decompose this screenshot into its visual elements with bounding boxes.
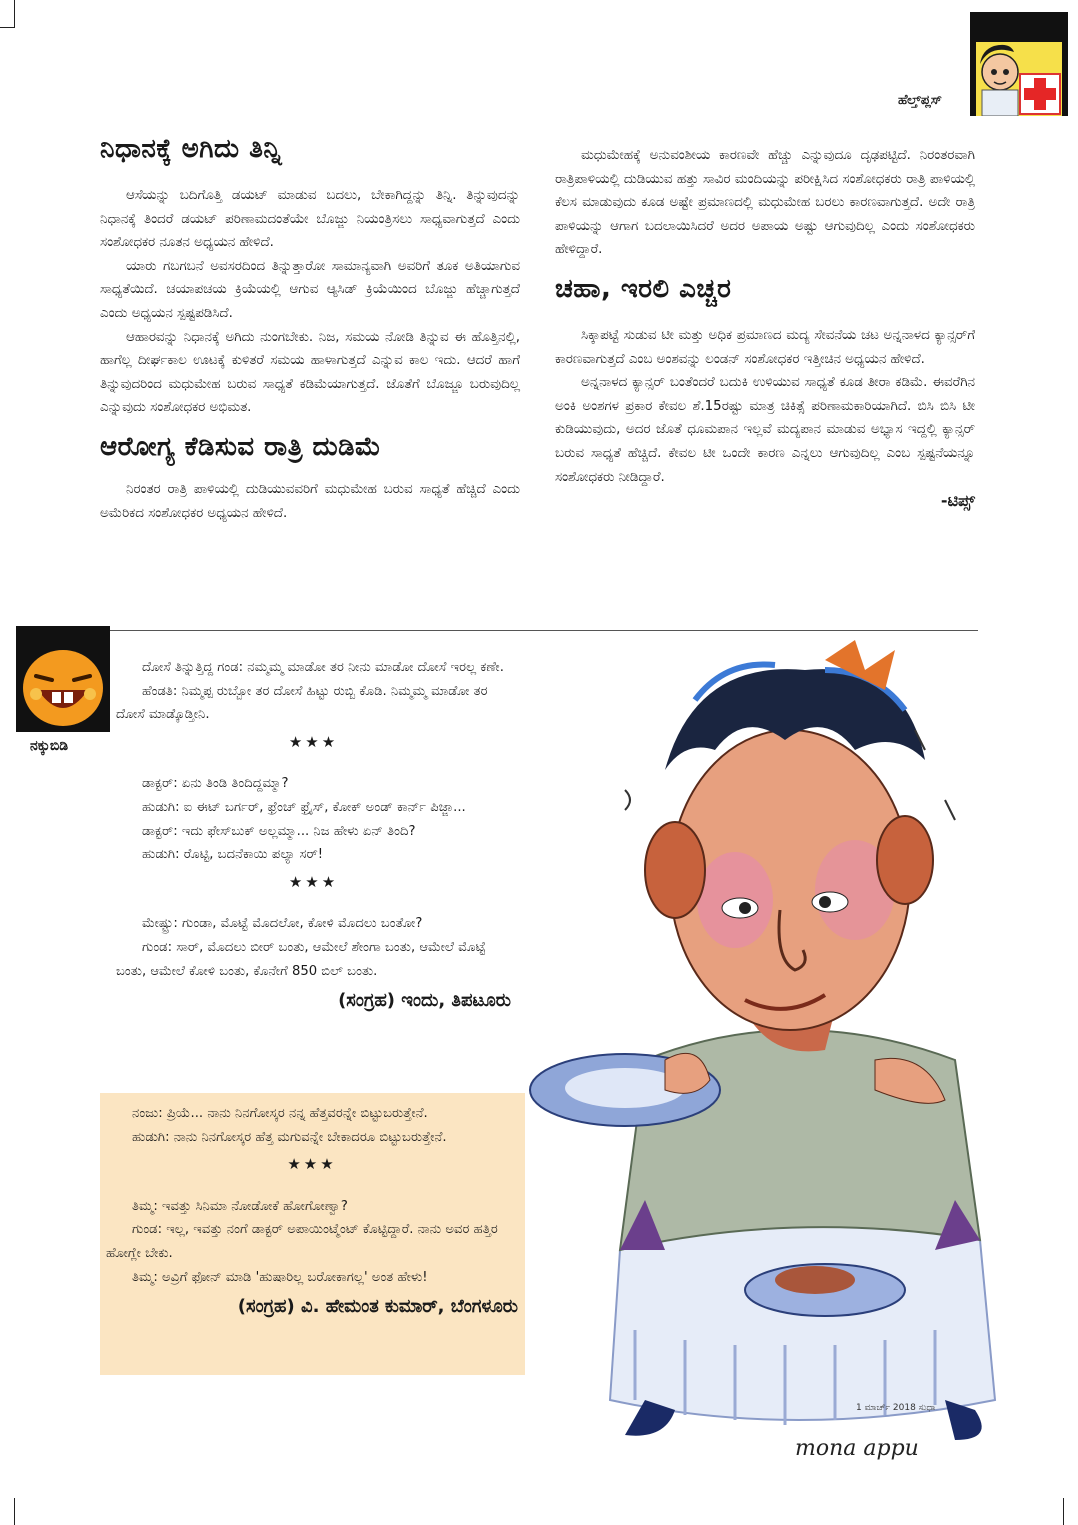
joke-line: ಗುಂಡ: ಸಾರ್, ಮೊದಲು ಬೀರ್ ಬಂತು, ಆಮೇಲೆ ಶೇಂಗಾ ಬಂತು, ಆಮೇಲೆ ಮೊಟ್ಟೆ ಬಂತು, ಆಮೇಲೆ ಕೋಳಿ ಬಂತು, ಕೊನೇಗೆ 850 ಬಿಲ್ ಬಂತು. xyxy=(116,939,486,979)
article-paragraph: ಅನ್ನನಾಳದ ಕ್ಯಾನ್ಸರ್ ಬಂತೆಂದರೆ ಬದುಕಿ ಉಳಿಯುವ ಸಾಧ್ಯತೆ ಕೂಡ ತೀರಾ ಕಡಿಮೆ. ಈವರೆಗಿನ ಅಂಕಿ ಅಂಶಗಳ ಪ್ರಕಾರ ಕೇವಲ ಶೆ.15ರಷ್ಟು ಮಾತ್ರ ಚಿಕಿತ್ಸೆ ಪರಿಣಾಮಕಾರಿಯಾಗಿದೆ. ಬಿಸಿ ಬಿಸಿ ಟೀ ಕುಡಿಯುವುದು, ಅದರ ಜೊತೆ ಧೂಮಪಾನ ಇಲ್ಲವೆ ಮದ್ಯಪಾನ ಮಾಡುವ ಅಭ್ಯಾಸ ಇದ್ದಲ್ಲಿ ಕ್ಯಾನ್ಸರ್ ಬರುವ ಸಾಧ್ಯತೆ ಹೆಚ್ಚಿದೆ. ಕೇವಲ ಟೀ ಒಂದೇ ಕಾರಣ ಎನ್ನಲು ಆಗುವುದಿಲ್ಲ ಎಂಬ ಸ್ಪಷ್ಟನೆಯನ್ನೂ ಸಂಶೋಧಕರು ನೀಡಿದ್ದಾರೆ. xyxy=(555,375,975,485)
article-heading-tea-caution: ಚಹಾ, ಇರಲಿ ಎಚ್ಚರ xyxy=(555,273,732,304)
joke-line: ಡಾಕ್ಟರ್: ಏನು ತಿಂಡಿ ತಿಂದಿದ್ದಮ್ಮಾ? xyxy=(142,776,289,792)
joke-line: ಹೆಂಡತಿ: ನಿಮ್ಮಪ್ಪ ರುಬ್ಬೋ ತರ ದೋಸೆ ಹಿಟ್ಟು ರುಬ್ಬಿ ಕೊಡಿ. ನಿಮ್ಮಮ್ಮ ಮಾಡೋ ತರ ದೋಸೆ ಮಾಡ್ಕೊಡ್ತೀನಿ. xyxy=(116,683,488,723)
crop-mark-tl-h xyxy=(0,27,14,28)
joke-line: ಹುಡುಗಿ: ನಾನು ನಿನಗೋಸ್ಕರ ಹೆತ್ತ ಮಗುವನ್ನೇ ಬೇಕಾದರೂ ಬಿಟ್ಟುಬರುತ್ತೇನೆ. xyxy=(132,1129,447,1145)
cartoon-signature: mona appu xyxy=(795,1436,919,1461)
joke-line: ಮೇಷ್ಟ್ರು: ಗುಂಡಾ, ಮೊಟ್ಟೆ ಮೊದಲೋ, ಕೋಳಿ ಮೊದಲು ಬಂತೋ? xyxy=(142,916,423,932)
star-separator: ★★★ xyxy=(287,1155,337,1174)
article-heading-night-shift: ಆರೋಗ್ಯ ಕೆಡಿಸುವ ರಾತ್ರಿ ದುಡಿಮೆ xyxy=(100,431,382,462)
article-paragraph: ನಿರಂತರ ರಾತ್ರಿ ಪಾಳಿಯಲ್ಲಿ ದುಡಿಯುವವರಿಗೆ ಮಧುಮೇಹ ಬರುವ ಸಾಧ್ಯತೆ ಹೆಚ್ಚಿದೆ ಎಂದು ಅಮೆರಿಕದ ಸಂಶೋಧಕರ ಅಧ್ಯಯನ ಹೇಳಿದೆ. xyxy=(100,481,520,521)
joke-line: ಹುಡುಗಿ: ಐ ಈಟ್ ಬರ್ಗರ್, ಫ್ರೆಂಚ್ ಫ್ರೈಸ್, ಕೋಕ್ ಅಂಡ್ ಕಾರ್ನ್ ಪಿಜ್ಜಾ... xyxy=(142,799,466,815)
humor-section-label: ನಕ್ಕುಬಿಡಿ xyxy=(30,738,69,754)
article-paragraph: ಯಾರು ಗಬಗಬನೆ ಅವಸರದಿಂದ ತಿನ್ನುತ್ತಾರೋ ಸಾಮಾನ್ಯವಾಗಿ ಅವರಿಗೆ ತೂಕ ಅತಿಯಾಗುವ ಸಾಧ್ಯತೆಯಿದೆ. ಚಯಾಪಚಯ ಕ್ರಿಯೆಯಲ್ಲಿ ಆಗುವ ಆ್ಯಸಿಡ್ ಕ್ರಿಯೆಯಿಂದ ಬೊಜ್ಜು ಹೆಚ್ಚಾಗುತ್ತದೆ ಎಂದು ಅಧ್ಯಯನ ಸ್ಪಷ್ಟಪಡಿಸಿದೆ. xyxy=(100,258,520,321)
article-heading-chew-slowly: ನಿಧಾನಕ್ಕೆ ಅಗಿದು ತಿನ್ನಿ xyxy=(100,134,282,164)
crop-mark-bl-v xyxy=(14,1498,15,1525)
page-footer: 1 ಮಾರ್ಚ್ 2018 ಸುಧಾ xyxy=(856,1403,936,1413)
joke-line: ತಿಮ್ಮ: ಇವತ್ತು ಸಿನಿಮಾ ನೋಡೋಕೆ ಹೋಗೋಣ್ವಾ? xyxy=(132,1198,348,1214)
joke-line: ಗುಂಡ: ಇಲ್ಲ, ಇವತ್ತು ನಂಗೆ ಡಾಕ್ಟರ್ ಅಪಾಯಿಂಟ್ಮೆಂಟ್ ಕೊಟ್ಟಿದ್ದಾರೆ. ನಾನು ಅವರ ಹತ್ತಿರ ಹೋಗ್ಲೇ ಬೇಕು. xyxy=(106,1222,498,1261)
byline-tips: -ಟಿಪ್ಸ್ xyxy=(940,491,975,511)
joke-line: ನಂಜು: ಪ್ರಿಯೆ... ನಾನು ನಿನಗೋಸ್ಕರ ನನ್ನ ಹೆತ್ತವರನ್ನೇ ಬಿಟ್ಟುಬರುತ್ತೇನೆ. xyxy=(132,1106,428,1121)
joke-credit: (ಸಂಗ್ರಹ) ವಿ. ಹೇಮಂತ ಕುಮಾರ್, ಬೆಂಗಳೂರು xyxy=(237,1296,518,1318)
joke-credit: (ಸಂಗ್ರಹ) ಇಂದು, ತಿಪಟೂರು xyxy=(338,990,511,1012)
cartoon-man-eating-illustration xyxy=(525,640,1070,1490)
section-tag: ಹೆಲ್ತ್‌ಪ್ಲಸ್ xyxy=(898,93,942,108)
section-divider xyxy=(100,630,978,631)
article-paragraph: ಆಹಾರವನ್ನು ನಿಧಾನಕ್ಕೆ ಅಗಿದು ನುಂಗಬೇಕು. ನಿಜ, ಸಮಯ ನೋಡಿ ತಿನ್ನುವ ಈ ಹೊತ್ತಿನಲ್ಲಿ, ಹಾಗೆಲ್ಲ ದೀರ್ಘಕಾಲ ಊಟಕ್ಕೆ ಕುಳಿತರೆ ಸಮಯ ಹಾಳಾಗುತ್ತದೆ ಎನ್ನುವ ಕಾಲ ಇದು. ಆದರೆ ಹಾಗೆ ತಿನ್ನುವುದರಿಂದ ಮಧುಮೇಹ ಬರುವ ಸಾಧ್ಯತೆ ಕಡಿಮೆಯಾಗುತ್ತದೆ. ಜೊತೆಗೆ ಬೊಜ್ಜೂ ಬರುವುದಿಲ್ಲ ಎನ್ನುವುದು ಸಂಶೋಧಕರ ಅಭಿಮತ. xyxy=(100,329,520,416)
joke-line: ತಿಮ್ಮ: ಅವ್ರಿಗೆ ಫೋನ್ ಮಾಡಿ 'ಹುಷಾರಿಲ್ಲ ಬರೋಕಾಗಲ್ಲ' ಅಂತ ಹೇಳು! xyxy=(132,1269,428,1285)
right-column xyxy=(555,144,975,513)
doctor-cross-icon xyxy=(970,12,1068,116)
article-paragraph: ಆಸೆಯನ್ನು ಬದಿಗೊತ್ತಿ ಡಯಟ್ ಮಾಡುವ ಬದಲು, ಬೇಕಾಗಿದ್ದನ್ನು ತಿನ್ನಿ. ತಿನ್ನುವುದನ್ನು ನಿಧಾನಕ್ಕೆ ತಿಂದರೆ ಡಯಟ್ ಪರಿಣಾಮದಂತೆಯೇ ಬೊಜ್ಜು ನಿಯಂತ್ರಿಸಲು ಸಾಧ್ಯವಾಗುತ್ತದೆ ಎಂದು ಸಂಶೋಧಕರ ನೂತನ ಅಧ್ಯಯನ ಹೇಳಿದೆ. xyxy=(100,188,520,251)
crop-mark-br-v xyxy=(1063,1498,1064,1525)
jokes-block-2 xyxy=(106,1102,518,1319)
article-paragraph: ಸಿಕ್ಕಾಪಟ್ಟೆ ಸುಡುವ ಟೀ ಮತ್ತು ಅಧಿಕ ಪ್ರಮಾಣದ ಮದ್ಯ ಸೇವನೆಯ ಚಟ ಅನ್ನನಾಳದ ಕ್ಯಾನ್ಸರ್‌ಗೆ ಕಾರಣವಾಗುತ್ತದೆ ಎಂಬ ಅಂಶವನ್ನು ಲಂಡನ್ ಸಂಶೋಧಕರ ಇತ್ತೀಚಿನ ಅಧ್ಯಯನ ಹೇಳಿದೆ. xyxy=(555,327,975,367)
left-column xyxy=(100,132,520,525)
crop-mark-tl-v xyxy=(14,0,15,28)
star-separator: ★★★ xyxy=(288,732,339,751)
article-paragraph: ಮಧುಮೇಹಕ್ಕೆ ಅನುವಂಶೀಯ ಕಾರಣವೇ ಹೆಚ್ಚು ಎನ್ನುವುದೂ ದೃಢಪಟ್ಟಿದೆ. ನಿರಂತರವಾಗಿ ರಾತ್ರಿಪಾಳಿಯಲ್ಲಿ ದುಡಿಯುವ ಹತ್ತು ಸಾವಿರ ಮಂದಿಯನ್ನು ಪರೀಕ್ಷಿಸಿದ ಸಂಶೋಧಕರು ರಾತ್ರಿ ಪಾಳಿಯಲ್ಲಿ ಕೆಲಸ ಮಾಡುವುದು ಕೂಡ ಅಷ್ಟೇ ಪ್ರಮಾಣದಲ್ಲಿ ಮಧುಮೇಹ ಬರಲು ಕಾರಣವಾಗುತ್ತದೆ. ಅದೇ ರಾತ್ರಿ ಪಾಳಿಯನ್ನು ಆಗಾಗ ಬದಲಾಯಿಸಿದರೆ ಅದರ ಅಪಾಯ ಅಷ್ಟು ಆಗುವುದಿಲ್ಲ ಎಂದು ಸಂಶೋಧಕರು ಹೇಳಿದ್ದಾರೆ. xyxy=(555,148,975,258)
joke-line: ಡಾಕ್ಟರ್: ಇದು ಫೇಸ್‌ಬುಕ್ ಅಲ್ಲಮ್ಮಾ... ನಿಜ ಹೇಳು ಏನ್ ತಿಂದಿ? xyxy=(142,823,416,839)
joke-line: ಹುಡುಗಿ: ರೊಟ್ಟಿ, ಬದನೆಕಾಯಿ ಪಲ್ಯಾ ಸರ್! xyxy=(142,847,324,863)
jokes-block-1 xyxy=(116,656,511,1013)
star-separator: ★★★ xyxy=(288,872,339,891)
laughing-face-icon xyxy=(16,626,110,732)
joke-line: ದೋಸೆ ತಿನ್ನುತ್ತಿದ್ದ ಗಂಡ: ನಮ್ಮಮ್ಮ ಮಾಡೋ ತರ ನೀನು ಮಾಡೋ ದೋಸೆ ಇರಲ್ಲ ಕಣೇ. xyxy=(142,660,504,675)
